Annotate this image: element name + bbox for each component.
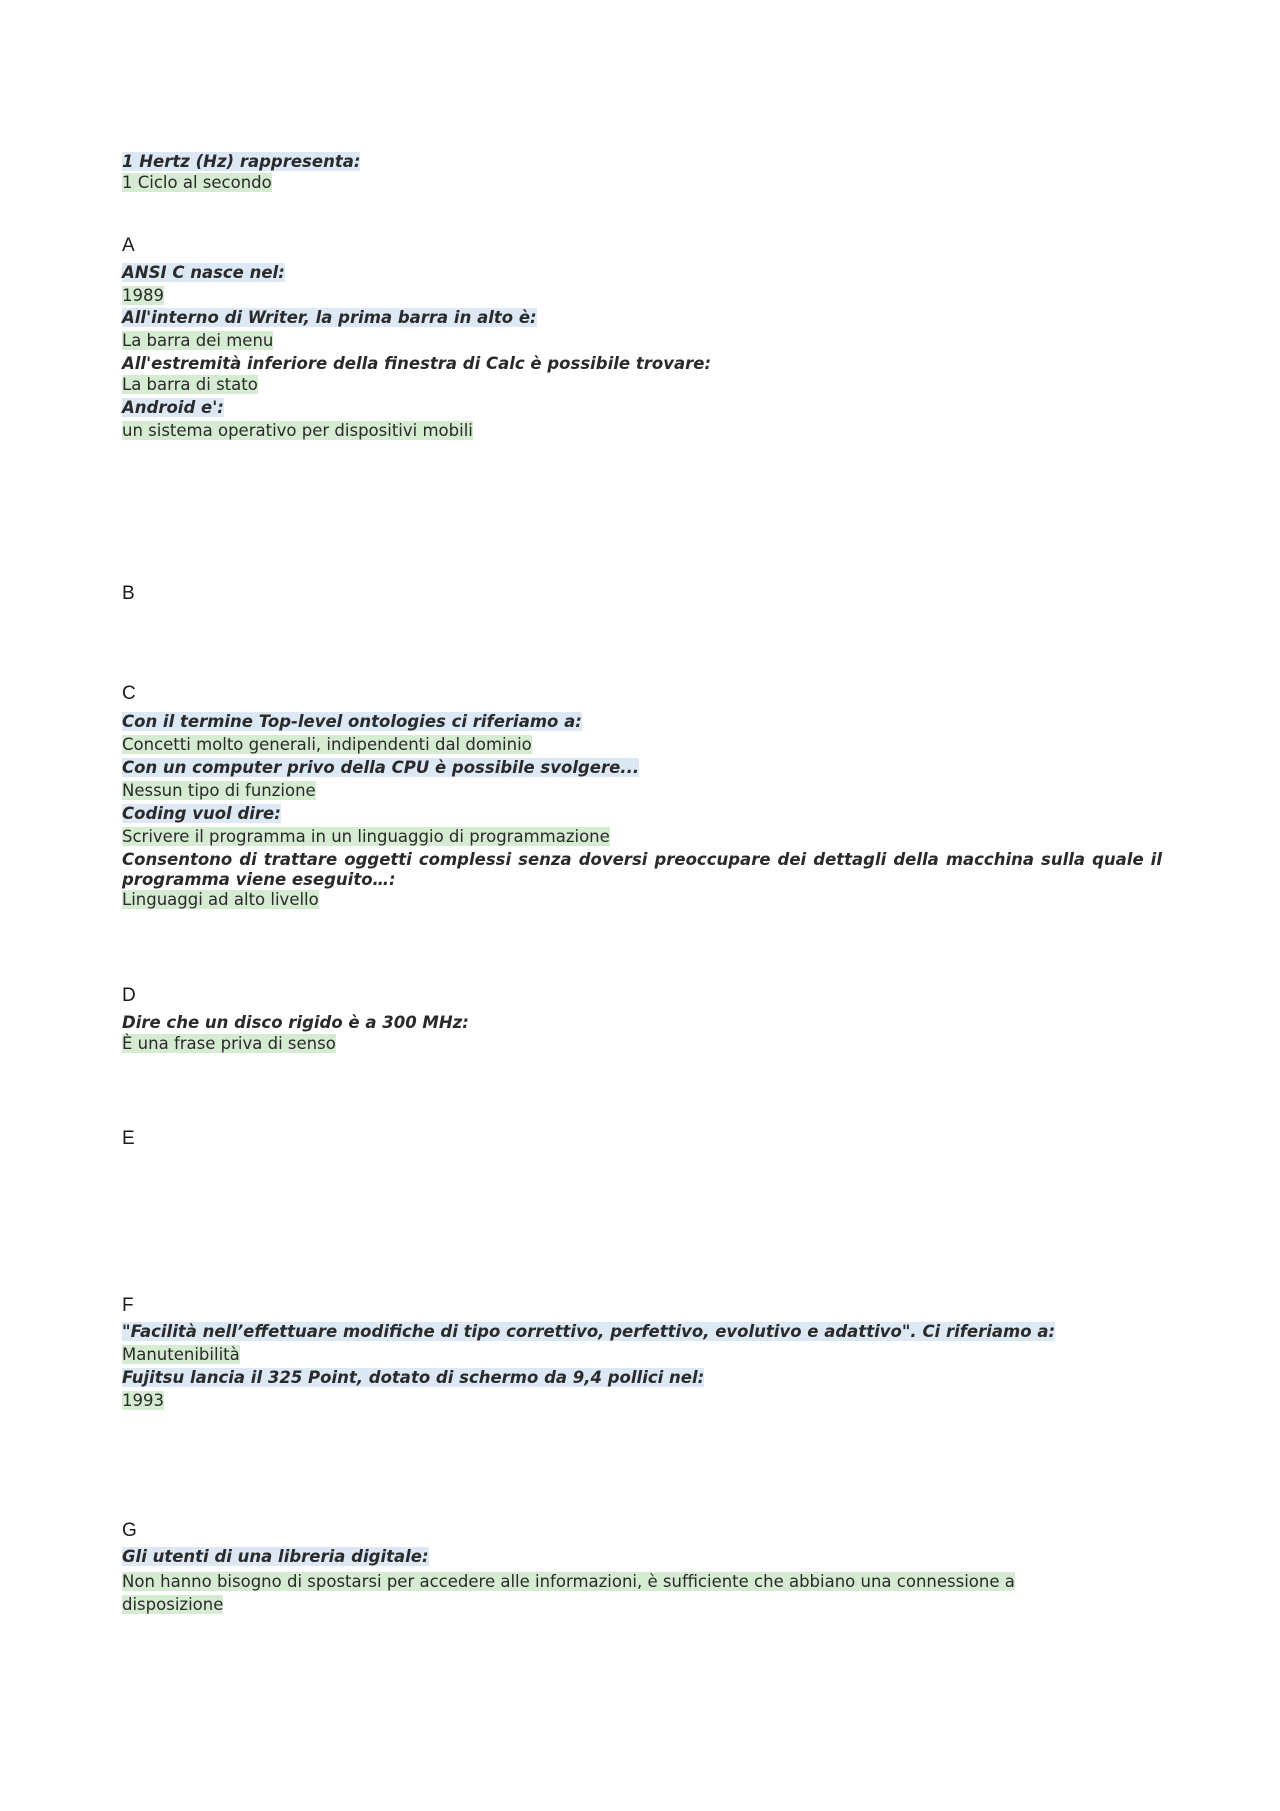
answer-hertz [122, 173, 272, 193]
answer-text: Non hanno bisogno di spostarsi per accedere alle informazioni, è sufficiente che abbiano una connessione a disposizione [122, 1572, 1015, 1614]
answer-text: 1989 [122, 286, 164, 305]
answer-text: un sistema operativo per dispositivi mobili [122, 421, 473, 440]
question-writer [122, 308, 537, 328]
answer-text: La barra dei menu [122, 331, 274, 350]
answer-text: 1 Ciclo al secondo [122, 173, 272, 192]
question-coding [122, 804, 281, 824]
answer-digital-library [122, 1570, 1062, 1616]
question-text: All'estremità inferiore della finestra di Calc è possibile trovare: [122, 354, 712, 373]
question-text: Con il termine Top-level ontologies ci riferiamo a: [122, 712, 582, 731]
answer-text: Scrivere il programma in un linguaggio di programmazione [122, 827, 610, 846]
question-text: Con un computer privo della CPU è possibile svolgere... [122, 758, 640, 777]
section-letter-a: A [122, 235, 135, 256]
question-fujitsu [122, 1368, 704, 1388]
answer-text: Linguaggi ad alto livello [122, 890, 319, 909]
section-letter-c: C [122, 683, 136, 704]
answer-text: Manutenibilità [122, 1345, 240, 1364]
question-text: Coding vuol dire: [122, 804, 281, 823]
answer-coding [122, 827, 610, 847]
answer-calc [122, 375, 258, 395]
answer-cpu [122, 781, 316, 801]
section-letter-d: D [122, 985, 136, 1006]
question-hertz [122, 152, 360, 172]
answer-text: Nessun tipo di funzione [122, 781, 316, 800]
answer-text: È una frase priva di senso [122, 1034, 336, 1053]
question-android [122, 398, 224, 418]
section-letter-e: E [122, 1128, 135, 1149]
answer-disk [122, 1034, 336, 1054]
answer-android [122, 421, 473, 441]
section-letter-f: F [122, 1295, 134, 1316]
question-text: "Facilità nell’effettuare modifiche di tipo correttivo, perfettivo, evolutivo e adattivo". Ci riferiamo a: [122, 1322, 1056, 1341]
question-calc [122, 354, 711, 374]
answer-ontologies [122, 735, 532, 755]
question-cpu [122, 758, 639, 778]
question-digital-library [122, 1547, 429, 1567]
question-text: ANSI C nasce nel: [122, 263, 285, 282]
answer-maintainability [122, 1345, 240, 1365]
question-disk [122, 1013, 469, 1033]
question-text: All'interno di Writer, la prima barra in alto è: [122, 308, 537, 327]
question-text: Android e': [122, 398, 224, 417]
question-text: Dire che un disco rigido è a 300 MHz: [122, 1013, 469, 1032]
question-text: 1 Hertz (Hz) rappresenta: [122, 152, 361, 171]
answer-fujitsu [122, 1391, 164, 1411]
answer-ansi-c [122, 286, 164, 306]
answer-high-level [122, 890, 319, 910]
question-ontologies [122, 712, 582, 732]
answer-writer [122, 331, 273, 351]
question-ansi-c [122, 263, 285, 283]
answer-text: Concetti molto generali, indipendenti dal dominio [122, 735, 532, 754]
question-maintainability [122, 1322, 1055, 1342]
answer-text: La barra di stato [122, 375, 258, 394]
question-text: Fujitsu lancia il 325 Point, dotato di schermo da 9,4 pollici nel: [122, 1368, 705, 1387]
question-text: Consentono di trattare oggetti complessi senza doversi preoccupare dei dettagli della macchina sulla quale il programma viene eseguito…: [122, 850, 1162, 889]
question-text: Gli utenti di una libreria digitale: [122, 1547, 429, 1566]
section-letter-g: G [122, 1520, 137, 1541]
answer-text: 1993 [122, 1391, 164, 1410]
question-high-level [122, 850, 1162, 890]
section-letter-b: B [122, 583, 135, 604]
